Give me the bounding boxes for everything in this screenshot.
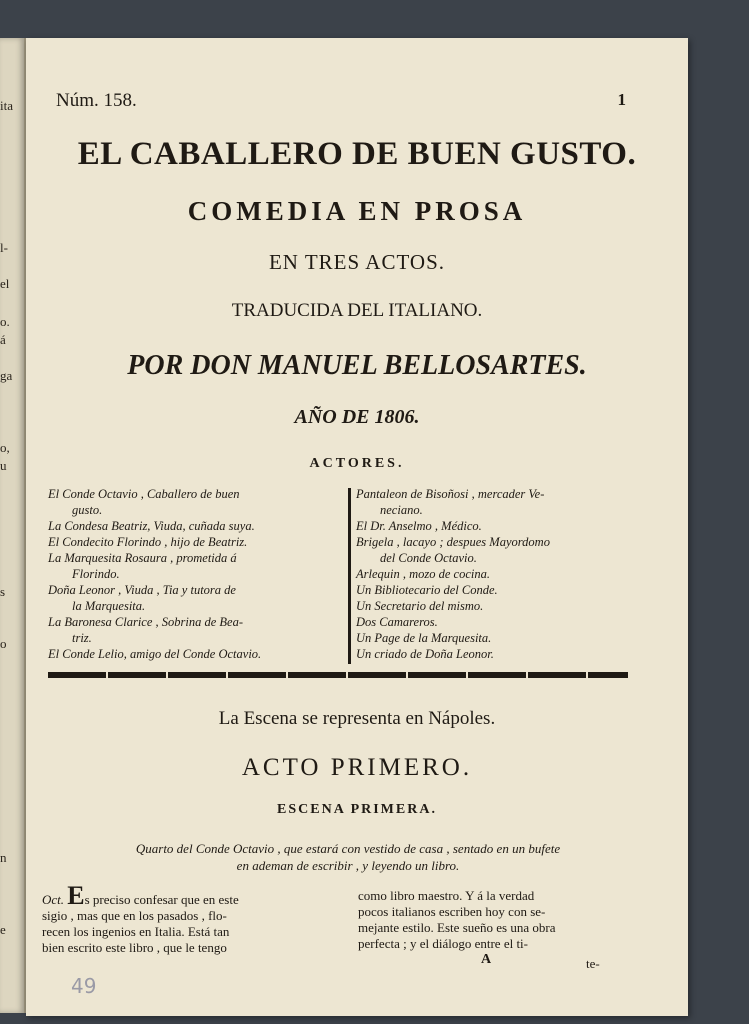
text-line: pocos italianos escriben hoy con se- — [358, 904, 546, 919]
facing-page-edge — [0, 38, 26, 1013]
drop-capital: E — [67, 881, 85, 910]
cast-line: La Marquesita Rosaura , prometida á — [48, 551, 237, 565]
cast-line: triz. — [72, 631, 92, 645]
margin-fragment: s — [0, 584, 6, 599]
cast-line: El Conde Octavio , Caballero de buen — [48, 487, 240, 501]
stage-direction — [48, 840, 648, 874]
ornamental-rule — [48, 672, 628, 678]
text-column-left — [42, 881, 330, 956]
text-line: mejante estilo. Este sueño es una obra — [358, 920, 556, 935]
cast-line: La Condesa Beatriz, Viuda, cuñada suya. — [48, 519, 255, 533]
cast-line: La Baronesa Clarice , Sobrina de Bea- — [48, 615, 244, 629]
margin-fragment: á — [0, 332, 6, 347]
translation-line: TRADUCIDA DEL ITALIANO. — [231, 300, 483, 321]
margin-fragment: ita — [0, 98, 13, 113]
margin-fragment: n — [0, 850, 7, 865]
pencil-annotation: 49 — [71, 974, 97, 998]
margin-fragment: o — [0, 636, 7, 651]
text-line: recen los ingenios en Italia. Está tan — [42, 924, 230, 939]
margin-fragment: el — [0, 276, 10, 291]
cast-line: Doña Leonor , Viuda , Tia y tutora de — [48, 583, 236, 597]
margin-fragment: o, — [0, 440, 10, 455]
author-line: POR DON MANUEL BELLOSARTES. — [127, 350, 587, 381]
document-page — [26, 38, 688, 1016]
text-line — [42, 881, 330, 910]
cast-line: Un Secretario del mismo. — [356, 599, 484, 613]
cast-line: El Conde Lelio, amigo del Conde Octavio. — [48, 647, 262, 661]
text-column-right — [358, 888, 658, 952]
scene-heading: ESCENA PRIMERA. — [277, 802, 437, 817]
cast-line: Un Bibliotecario del Conde. — [356, 583, 498, 597]
issue-number: Núm. 158. — [56, 90, 137, 111]
setting-line: La Escena se representa en Nápoles. — [218, 708, 496, 729]
column-divider — [348, 488, 351, 664]
cast-line: Un Page de la Marquesita. — [356, 631, 492, 645]
stage-direction-line: en ademan de escribir , y leyendo un libro. — [236, 858, 460, 873]
cast-line: El Condecito Florindo , hijo de Beatriz. — [48, 535, 248, 549]
cast-line: Brigela , lacayo ; despues Mayordomo — [356, 535, 550, 549]
cast-line: neciano. — [380, 503, 423, 517]
text-line: bien escrito este libro , que le tengo — [42, 940, 227, 955]
margin-fragment: o. — [0, 314, 10, 329]
cast-line: gusto. — [72, 503, 103, 517]
act-heading: ACTO PRIMERO. — [241, 754, 473, 781]
margin-fragment: l- — [0, 240, 8, 255]
margin-fragment: u — [0, 458, 7, 473]
year-line: AÑO DE 1806. — [294, 406, 420, 428]
cast-list-right — [356, 486, 651, 662]
cast-list-left — [48, 486, 338, 662]
cast-line: del Conde Octavio. — [380, 551, 477, 565]
cast-line: Arlequin , mozo de cocina. — [356, 567, 491, 581]
margin-fragment: ga — [0, 368, 13, 383]
cast-line: Pantaleon de Bisoñosi , mercader Ve- — [356, 487, 545, 501]
text-line: como libro maestro. Y á la verdad — [358, 888, 535, 903]
page-number: 1 — [617, 90, 626, 109]
cast-line: El Dr. Anselmo , Médico. — [356, 519, 482, 533]
cast-line: Dos Camareros. — [356, 615, 438, 629]
cast-line: Un criado de Doña Leonor. — [356, 647, 494, 661]
actors-heading: ACTORES. — [309, 456, 405, 471]
text-fragment: s preciso confesar que en este — [84, 892, 239, 907]
acts-line: EN TRES ACTOS. — [268, 250, 445, 274]
play-title: EL CABALLERO DE BUEN GUSTO. — [77, 136, 637, 172]
genre-line: COMEDIA EN PROSA — [187, 196, 527, 226]
cast-line: Florindo. — [72, 567, 120, 581]
text-line: sigio , mas que en los pasados , flo- — [42, 908, 227, 923]
text-line: perfecta ; y el diálogo entre el ti- — [358, 936, 529, 951]
catchword: te- — [586, 956, 600, 971]
stage-direction-line: Quarto del Conde Octavio , que estará con vestido de casa , sentado en un bufete — [135, 841, 561, 856]
cast-line: la Marquesita. — [72, 599, 146, 613]
signature-mark: A — [481, 952, 492, 967]
speaker-name: Oct. — [42, 892, 65, 907]
margin-fragment: e — [0, 922, 6, 937]
